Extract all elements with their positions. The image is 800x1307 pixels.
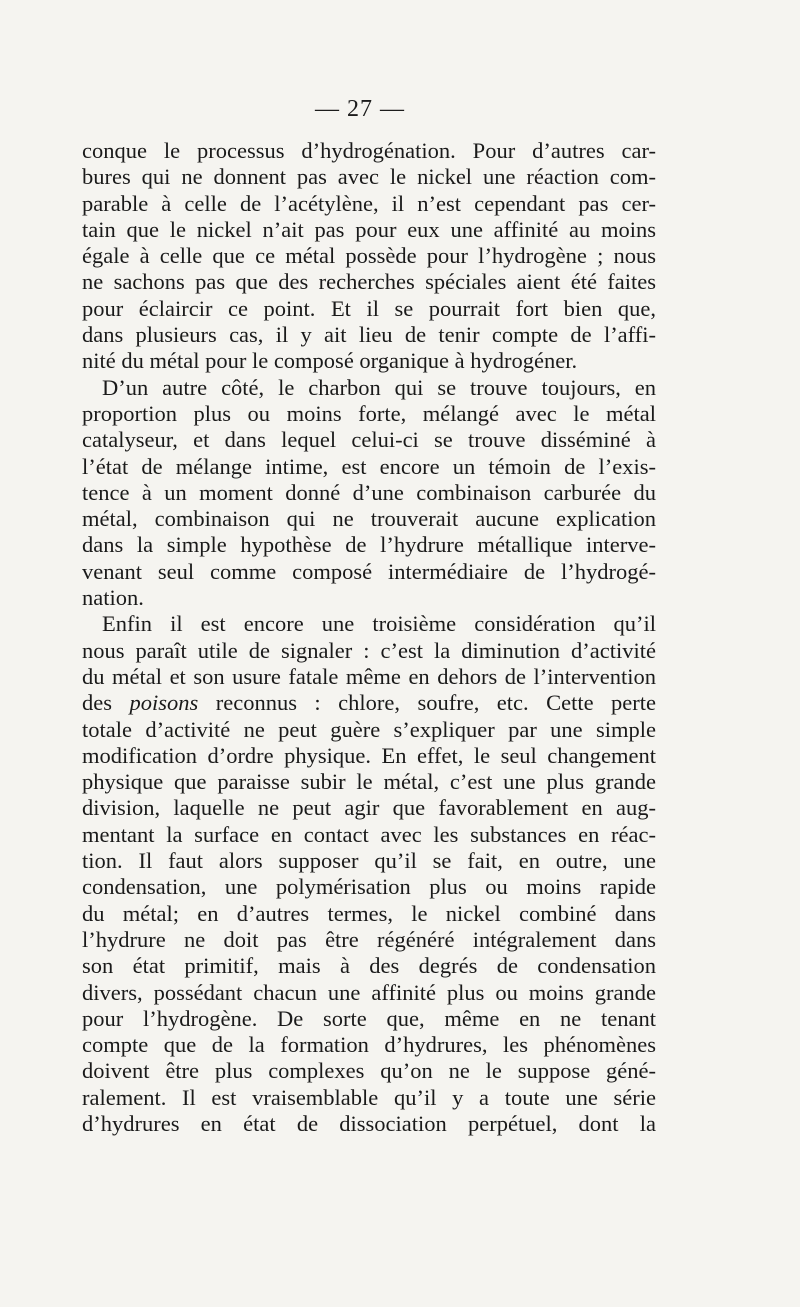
text-line: doivent être plus complexes qu’on ne le suppose géné-	[82, 1058, 656, 1084]
text-line: dans la simple hypothèse de l’hydrure métallique interve-	[82, 532, 656, 558]
text-line: parable à celle de l’acétylène, il n’est cependant pas cer-	[82, 190, 656, 216]
text-line: tence à un moment donné d’une combinaison carburée du	[82, 479, 656, 505]
text-line: divers, possédant chacun une affinité plus ou moins grande	[82, 979, 656, 1005]
text-line: pour éclaircir ce point. Et il se pourrait fort bien que,	[82, 295, 656, 321]
text-fragment: des	[82, 690, 112, 716]
body-text	[82, 138, 656, 1137]
text-line: Enfin il est encore une troisième considération qu’il	[102, 611, 656, 637]
text-line: conque le processus d’hydrogénation. Pour d’autres car-	[82, 138, 656, 163]
text-line: nous paraît utile de signaler : c’est la diminution d’activité	[82, 637, 656, 663]
text-line: compte que de la formation d’hydrures, les phénomènes	[82, 1032, 656, 1058]
text-line: pour l’hydrogène. De sorte que, même en ne tenant	[82, 1005, 656, 1031]
text-line: proportion plus ou moins forte, mélangé avec le métal	[82, 400, 656, 426]
text-line: mentant la surface en contact avec les substances en réac-	[82, 821, 656, 847]
text-line: nation.	[82, 585, 144, 611]
text-line: du métal et son usure fatale même en dehors de l’intervention	[82, 663, 656, 689]
text-line: égale à celle que ce métal possède pour l’hydrogène ; nous	[82, 243, 656, 269]
text-line: d’hydrures en état de dissociation perpétuel, dont la	[82, 1110, 656, 1136]
text-line: catalyseur, et dans lequel celui-ci se trouve disséminé à	[82, 427, 656, 453]
text-line: venant seul comme composé intermédiaire de l’hydrogé-	[82, 558, 656, 584]
text-line: tion. Il faut alors supposer qu’il se fait, en outre, une	[82, 848, 656, 874]
text-line: dans plusieurs cas, il y ait lieu de tenir compte de l’affi-	[82, 322, 656, 348]
text-line: modification d’ordre physique. En effet, le seul changement	[82, 742, 656, 768]
text-line: totale d’activité ne peut guère s’expliquer par une simple	[82, 716, 656, 742]
text-line: l’état de mélange intime, est encore un témoin de l’exis-	[82, 453, 656, 479]
text-line: métal, combinaison qui ne trouverait aucune explication	[82, 506, 656, 532]
text-fragment: reconnus : chlore, soufre, etc. Cette perte	[215, 690, 657, 716]
text-line: tain que le nickel n’ait pas pour eux une affinité au moins	[82, 216, 656, 242]
text-line: ralement. Il est vraisemblable qu’il y a toute une série	[82, 1084, 656, 1110]
italic-term: poisons	[129, 690, 199, 716]
text-line: l’hydrure ne doit pas être régénéré intégralement dans	[82, 926, 656, 952]
page-number: — 27 —	[315, 96, 405, 122]
text-line: condensation, une polymérisation plus ou moins rapide	[82, 874, 656, 900]
text-line: nité du métal pour le composé organique à hydrogéner.	[82, 348, 578, 374]
text-line: son état primitif, mais à des degrés de condensation	[82, 953, 656, 979]
text-line: D’un autre côté, le charbon qui se trouve toujours, en	[102, 374, 656, 400]
text-line: du métal; en d’autres termes, le nickel combiné dans	[82, 900, 656, 926]
text-line: division, laquelle ne peut agir que favorablement en aug-	[82, 795, 656, 821]
text-line: ne sachons pas que des recherches spéciales aient été faites	[82, 269, 656, 295]
text-line: physique que paraisse subir le métal, c’est une plus grande	[82, 769, 656, 795]
text-line: bures qui ne donnent pas avec le nickel une réaction com-	[82, 164, 656, 190]
text-line-mixed	[82, 690, 656, 716]
